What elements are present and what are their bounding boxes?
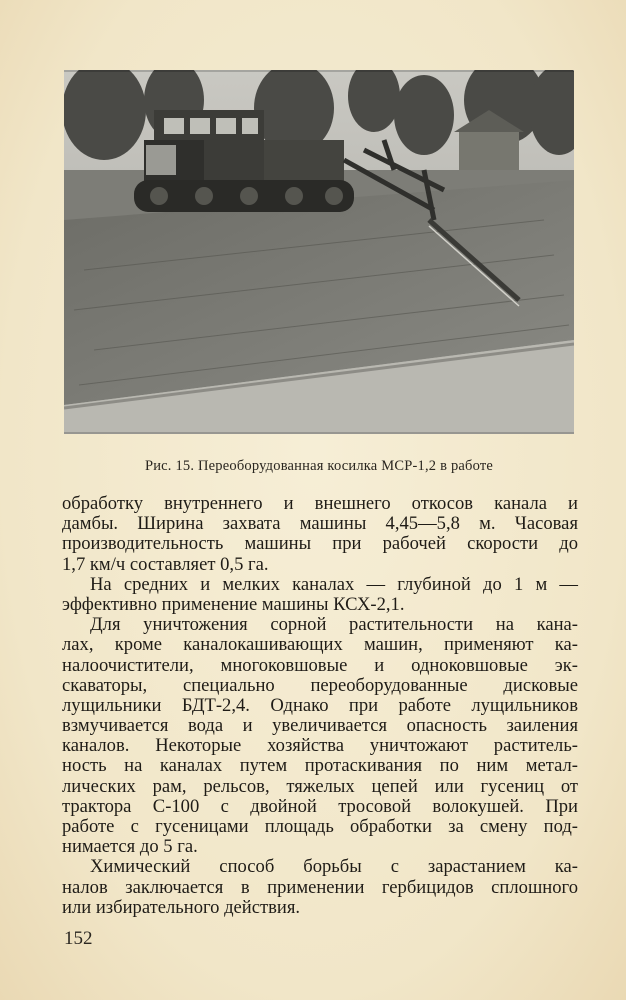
text-line: производительность машины при рабочей скорости до [62,533,578,555]
text-line: эффективно применение машины КСХ-2,1. [62,593,405,615]
text-line: дамбы. Ширина захвата машины 4,45—5,8 м. Часовая [62,513,578,535]
text-line: трактора С-100 с двойной тросовой волокушей. При [62,795,578,817]
text-line: ность на каналах путем протаскивания по ним метал- [62,755,578,777]
text-line: работе с гусеницами площадь обработки за смену под- [62,816,578,837]
text-line: взмучивается вода и увеличивается опасность заиления [62,715,578,737]
figure-caption: Рис. 15. Переоборудованная косилка МСР-1,2 в работе [144,458,494,474]
text-line: лах, кроме каналокашивающих машин, применяют ка- [62,634,578,656]
paragraph [62,494,578,575]
text-line: налов заключается в применении гербицидов сплошного [62,876,578,898]
paragraph [62,615,578,857]
text-line: лических рам, рельсов, тяжелых цепей или гусениц от [62,775,578,797]
text-line: каналов. Некоторые хозяйства уничтожают раститель- [62,735,578,757]
paragraph [62,857,578,918]
text-line: скаваторы, специально переоборудованные дисковые [62,674,578,696]
text-line: или избирательного действия. [62,896,301,918]
text-line: налоочистители, многоковшовые и одноковшовые эк- [62,654,578,676]
mower-tractor-photo [64,70,574,434]
text-line: Химический способ борьбы с зарастанием ка- [90,856,578,878]
body-text [62,494,578,918]
text-line: обработку внутреннего и внешнего откосов канала и [62,493,578,514]
text-line: На средних и мелких каналах — глубиной до 1 м — [90,573,578,595]
text-line: нимается до 5 га. [62,836,198,858]
text-line: 1,7 км/ч составляет 0,5 га. [62,553,269,575]
paragraph [62,575,578,615]
figure-photo [64,70,574,434]
page-number: 152 [64,928,93,949]
text-line: лущильники БДТ-2,4. Однако при работе лущильников [62,694,578,716]
text-line: Для уничтожения сорной растительности на кана- [90,614,578,636]
